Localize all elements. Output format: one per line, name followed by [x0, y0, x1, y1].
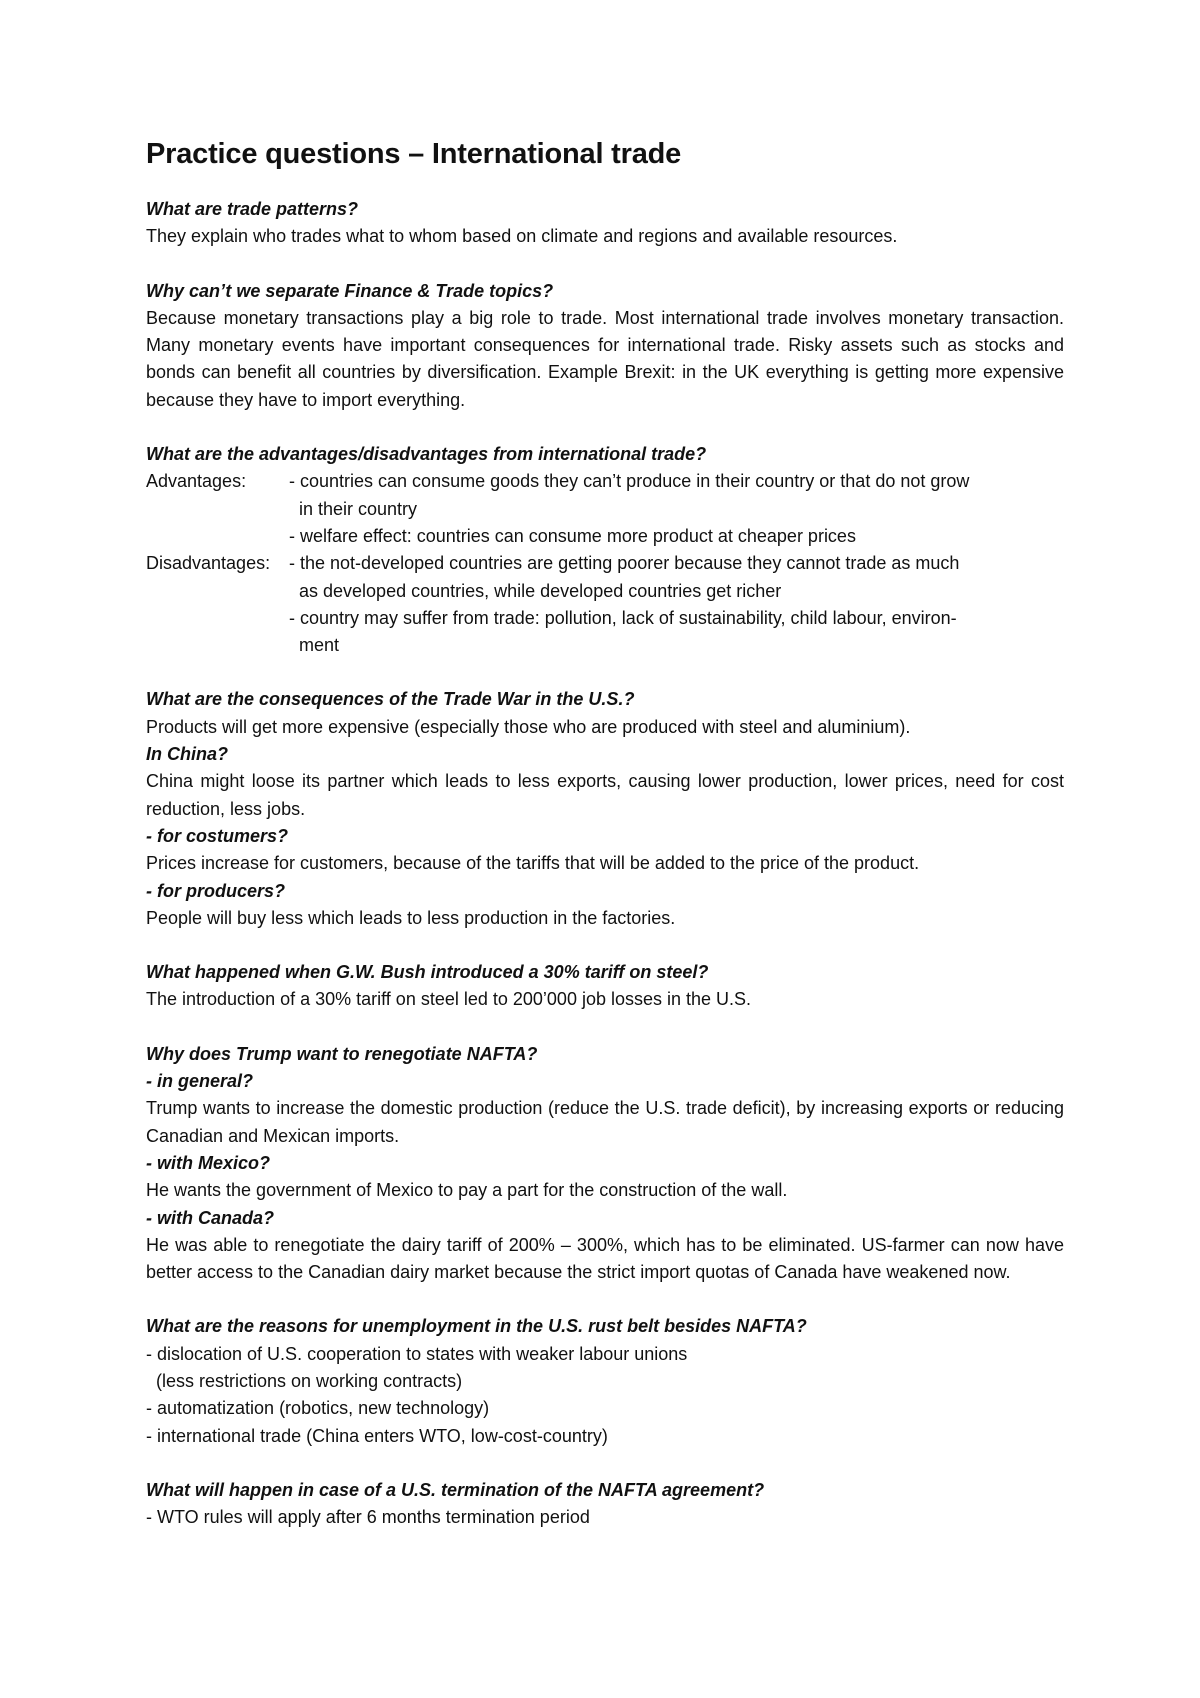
answer-text: He was able to renegotiate the dairy tariff of 200% – 300%, which has to be eliminated. US-farmer can now have better access to the Canadian dairy market because the strict import quotas of Canada have weakened now. — [146, 1234, 1064, 1283]
spacer — [146, 496, 289, 523]
list-item: - dislocation of U.S. cooperation to states with weaker labour unions — [146, 1343, 688, 1364]
question-heading: What are the advantages/disadvantages from international trade? — [146, 444, 707, 465]
sub-question-heading: - for producers? — [146, 880, 286, 901]
disadvantages-label: Disadvantages: — [146, 553, 271, 574]
sub-question-heading: - with Canada? — [146, 1207, 275, 1228]
answer-text: China might loose its partner which leads to less exports, causing lower production, lower prices, need for cost reduction, less jobs. — [146, 771, 1064, 819]
answer-text: He wants the government of Mexico to pay a part for the construction of the wall. — [146, 1180, 788, 1201]
answer-text: People will buy less which leads to less production in the factories. — [146, 907, 676, 928]
sub-question-heading: - in general? — [146, 1071, 254, 1092]
answer-text: Because monetary transactions play a big role to trade. Most international trade involves monetary transaction. Many monetary events have important consequences for international trade. Risky assets such as stocks and bonds can benefit all countries by diversification. Example Brexit: in the UK everything is getting more expensive because they have to import everything. — [146, 307, 1064, 410]
question-heading: Why does Trump want to renegotiate NAFTA? — [146, 1043, 538, 1064]
question-heading: What will happen in case of a U.S. termination of the NAFTA agreement? — [146, 1479, 765, 1500]
section-rust-belt — [146, 1313, 1064, 1449]
document-page — [146, 136, 1064, 1558]
question-heading: Why can’t we separate Finance & Trade topics? — [146, 280, 554, 301]
advantage-item: - welfare effect: countries can consume more product at cheaper prices — [289, 525, 856, 546]
section-trade-war — [146, 686, 1064, 932]
spacer — [146, 605, 289, 632]
sub-question-heading: - with Mexico? — [146, 1152, 271, 1173]
answer-text: The introduction of a 30% tariff on steel led to 200’000 job losses in the U.S. — [146, 989, 752, 1010]
advantages-table — [146, 468, 1064, 659]
section-nafta-renegotiate — [146, 1041, 1064, 1287]
spacer — [146, 578, 289, 605]
question-heading: What are trade patterns? — [146, 199, 359, 219]
page-title: Practice questions – International trade — [146, 138, 682, 170]
advantage-item: - countries can consume goods they can’t produce in their country or that do not grow — [289, 471, 970, 492]
list-item: - automatization (robotics, new technology) — [146, 1398, 490, 1419]
list-item: - international trade (China enters WTO, low-cost-country) — [146, 1425, 608, 1446]
sub-question-heading: - for costumers? — [146, 825, 289, 846]
section-trade-patterns — [146, 196, 1064, 251]
question-heading: What are the reasons for unemployment in the U.S. rust belt besides NAFTA? — [146, 1316, 807, 1337]
section-bush-tariff — [146, 959, 1064, 1014]
question-heading: What are the consequences of the Trade War in the U.S.? — [146, 689, 635, 710]
answer-text: They explain who trades what to whom based on climate and regions and available resources. — [146, 226, 898, 247]
advantage-item-continuation: in their country — [299, 498, 418, 519]
disadvantage-item-continuation: as developed countries, while developed countries get richer — [299, 580, 782, 601]
answer-text: Products will get more expensive (especially those who are produced with steel and aluminium). — [146, 716, 911, 737]
sub-question-heading: In China? — [146, 744, 228, 765]
section-finance-trade — [146, 278, 1064, 414]
section-nafta-termination — [146, 1477, 1064, 1532]
section-advantages-disadvantages — [146, 441, 1064, 659]
spacer — [146, 632, 289, 659]
advantages-label: Advantages: — [146, 471, 247, 492]
answer-text: Prices increase for customers, because of the tariffs that will be added to the price of the product. — [146, 853, 920, 874]
answer-text: Trump wants to increase the domestic production (reduce the U.S. trade deficit), by increasing exports or reducing Canadian and Mexican imports. — [146, 1098, 1064, 1146]
question-heading: What happened when G.W. Bush introduced a 30% tariff on steel? — [146, 962, 709, 983]
disadvantage-item-continuation: ment — [299, 635, 340, 656]
list-item: - WTO rules will apply after 6 months termination period — [146, 1507, 590, 1528]
list-item-continuation: (less restrictions on working contracts) — [156, 1370, 463, 1391]
spacer — [146, 523, 289, 550]
disadvantage-item: - country may suffer from trade: pollution, lack of sustainability, child labour, environ- — [289, 607, 957, 628]
disadvantage-item: - the not-developed countries are getting poorer because they cannot trade as much — [289, 553, 960, 574]
